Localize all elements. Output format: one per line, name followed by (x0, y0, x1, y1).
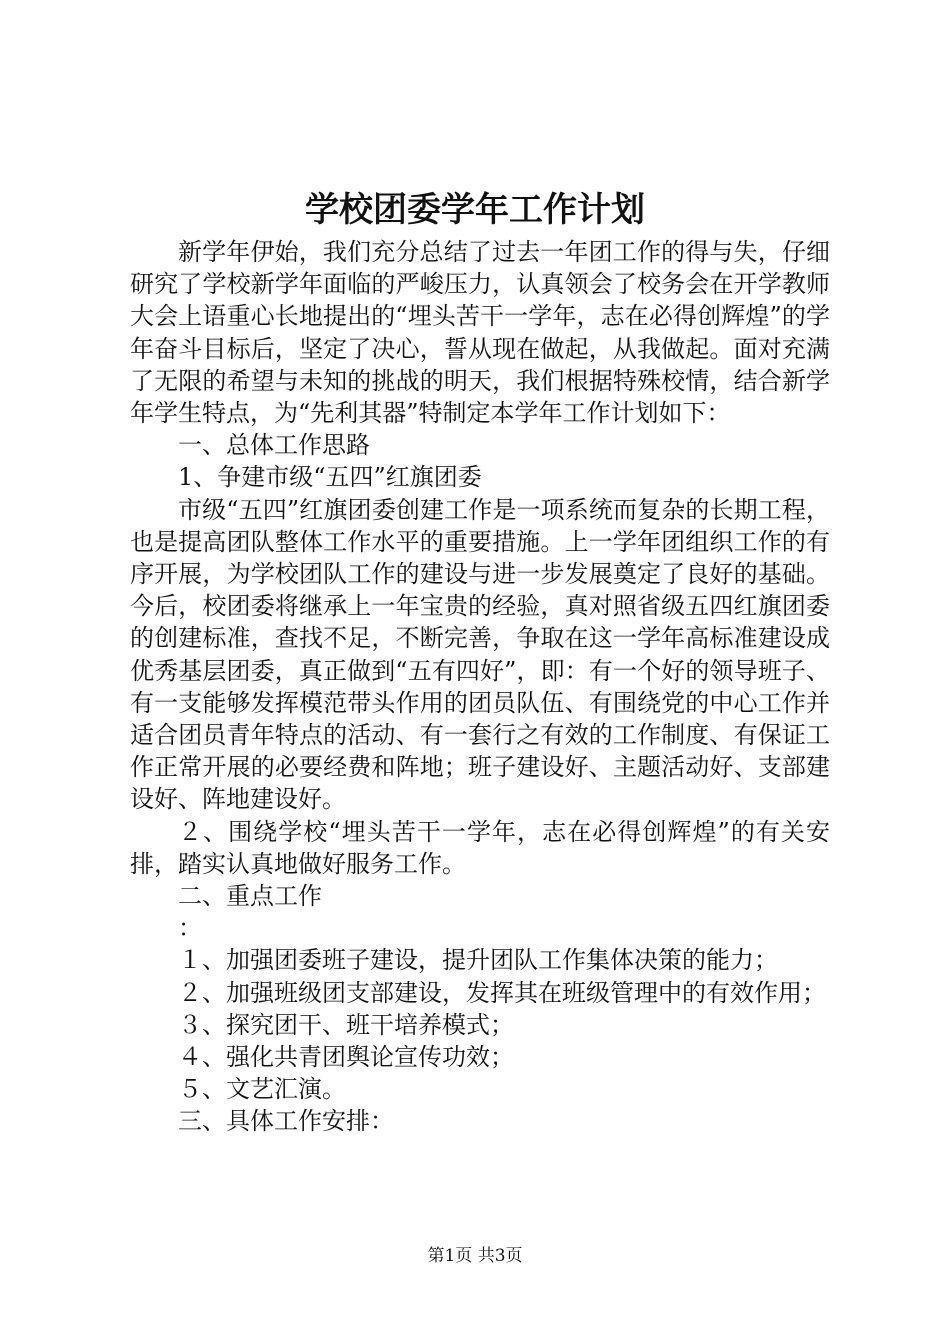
subsection-heading-1: 1、争建市级“五四”红旗团委 (178, 463, 482, 492)
section-heading-1: 一、总体工作思路 (178, 431, 370, 460)
section-heading-3: 三、具体工作安排： (178, 1107, 394, 1136)
document-title: 学校团委学年工作计划 (305, 190, 645, 230)
list-item: １、加强团委班子建设，提升团队工作集体决策的能力； (178, 946, 778, 975)
page-number: 第1页 共3页 (427, 1246, 523, 1266)
list-item: ５、文艺汇演。 (178, 1075, 346, 1104)
subsection-paragraph-2: ２、围绕学校“埋头苦干一学年，志在必得创辉煌”的有关安排，踏实认真地做好服务工作。 (130, 817, 830, 878)
section-heading-2: 二、重点工作 (178, 882, 322, 911)
intro-paragraph: 新学年伊始，我们充分总结了过去一年团工作的得与失，仔细研究了学校新学年面临的严峻压力，认真领会了校务会在开学教师大会上语重心长地提出的“埋头苦干一学年，志在必得创辉煌”的学年奋斗目标后，坚定了决心，誓从现在做起，从我做起。面对充满了无限的希望与未知的挑战的明天，我们根据特殊校情，结合新学年学生特点，为“先利其器”特制定本学年工作计划如下： (130, 238, 830, 428)
list-item: ２、加强班级团支部建设，发挥其在班级管理中的有效作用； (178, 978, 826, 1007)
colon-line: ： (178, 914, 202, 943)
list-item: ４、强化共青团舆论宣传功效； (178, 1043, 514, 1072)
list-item: ３、探究团干、班干培养模式； (178, 1010, 514, 1039)
body-paragraph: 市级“五四”红旗团委创建工作是一项系统而复杂的长期工程，也是提高团队整体工作水平的重要措施。上一学年团组织工作的有序开展，为学校团队工作的建设与进一步发展奠定了良好的基础。今后，校团委将继承上一年宝贵的经验，真对照省级五四红旗团委的创建标准，查找不足，不断完善，争取在这一学年高标准建设成优秀基层团委，真正做到“五有四好”，即：有一个好的领导班子、有一支能够发挥模范带头作用的团员队伍、有围绕党的中心工作并适合团员青年特点的活动、有一套行之有效的工作制度、有保证工作正常开展的必要经费和阵地；班子建设好、主题活动好、支部建设好、阵地建设好。 (130, 495, 830, 814)
document-body (130, 236, 830, 1138)
